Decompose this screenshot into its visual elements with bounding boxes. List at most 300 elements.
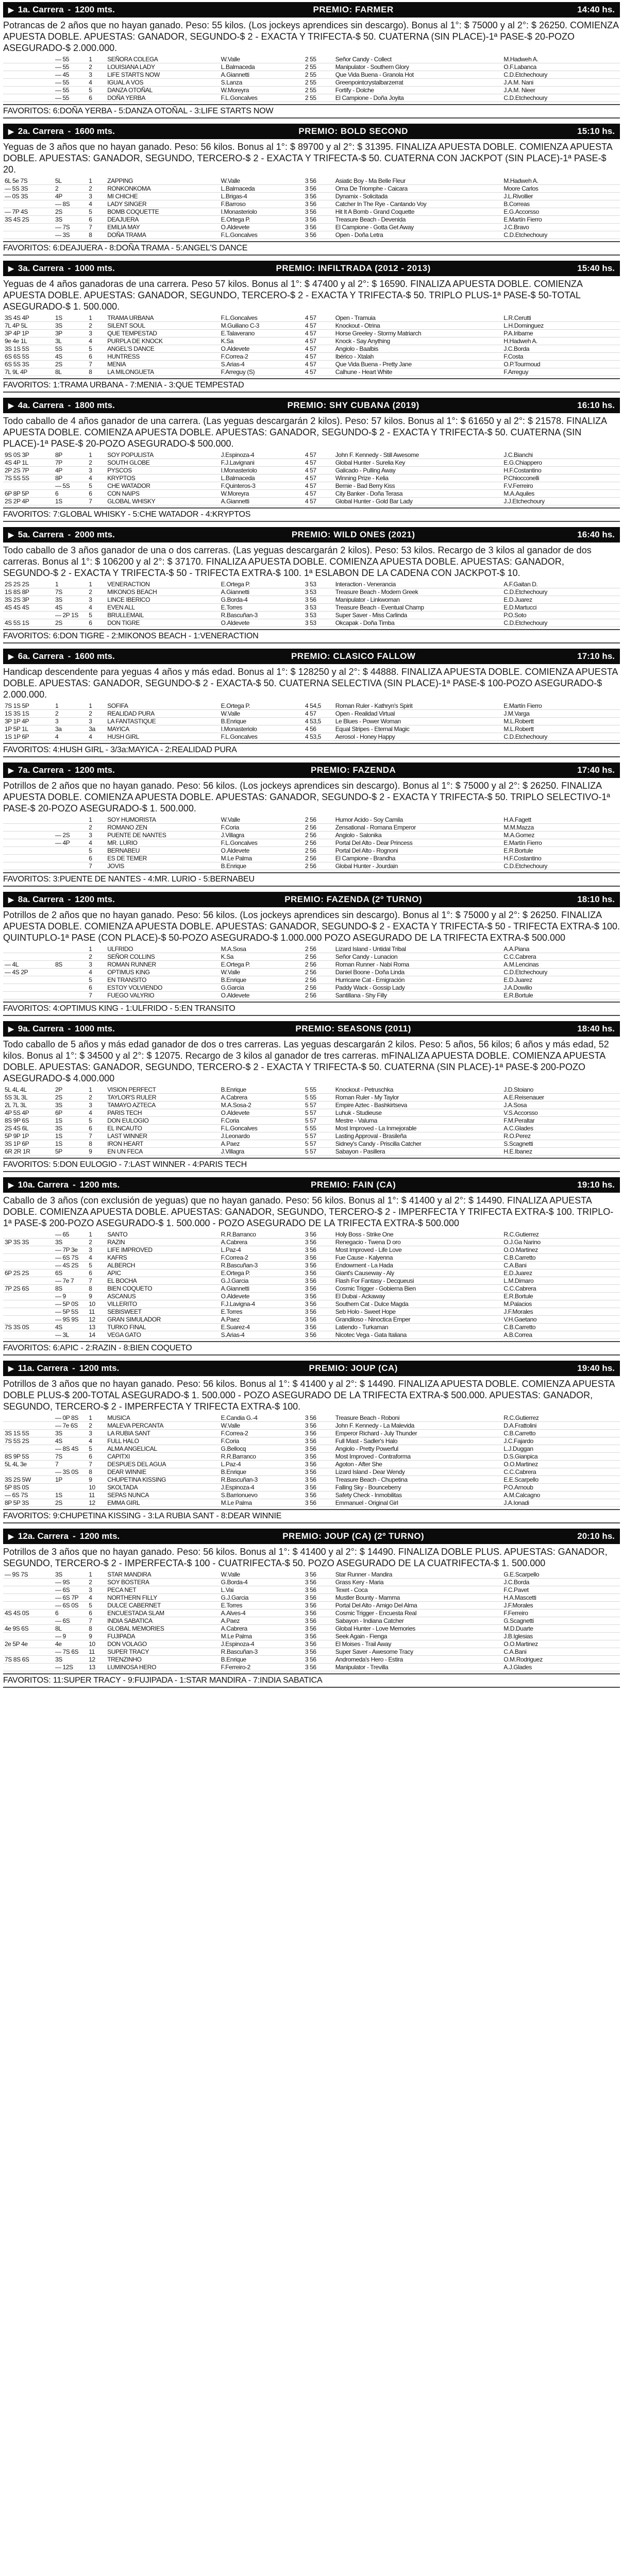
past-performance: — 4S 2P (3, 969, 54, 976)
trainer: O.M.Rodriguez (502, 1656, 620, 1664)
favorites-line: FAVORITOS: 9:CHUPETINA KISSING - 3:LA RUBIA SANT - 8:DEAR WINNIE (3, 1509, 620, 1523)
past-performance: 7S 3S 0S (3, 1324, 54, 1331)
jockey: L.Vai (220, 1586, 304, 1594)
play-arrow-icon: ▶ (8, 401, 14, 410)
pedigree: Ibérico - Xtalah (334, 353, 502, 361)
age-weight: 3 56 (304, 1594, 334, 1602)
past-performance: 2S 2S 2S (3, 581, 54, 588)
jockey: I.Monasteriolo (220, 208, 304, 216)
age-weight: 2 56 (304, 961, 334, 969)
table-row (3, 839, 620, 847)
post-number: 1 (87, 581, 106, 588)
past-performance (3, 1414, 54, 1422)
jockey: F.Coria (220, 1437, 304, 1445)
trainer: J.C.Borda (502, 1579, 620, 1586)
horse-name: HUSH GIRL (106, 733, 219, 741)
age-weight: 3 56 (304, 185, 334, 193)
past-performance: 4P 5S 4P (3, 1109, 54, 1117)
horse-name: ROMAN RUNNER (106, 961, 219, 969)
post-number: 11 (87, 1492, 106, 1499)
pedigree: Safety Check - Inmobilitas (334, 1492, 502, 1499)
horse-name: SEPAS NUNCA (106, 1492, 219, 1499)
post-number: 3 (87, 961, 106, 969)
age-weight: 3 56 (304, 1300, 334, 1308)
pedigree: Galicado - Pulling Away (334, 467, 502, 474)
last-result: 1S (54, 1132, 87, 1140)
jockey: E.Ortega P. (220, 1269, 304, 1277)
table-row (3, 945, 620, 953)
last-result (54, 847, 87, 855)
jockey: W.Valle (220, 710, 304, 718)
trainer: J.F.Morales (502, 1602, 620, 1609)
age-weight: 3 56 (304, 1499, 334, 1507)
past-performance: 6S 6S 5S (3, 353, 54, 361)
table-row (3, 490, 620, 498)
past-performance (3, 79, 54, 87)
last-result: — 6S 7P (54, 1594, 87, 1602)
jockey: A.Giannetti (220, 588, 304, 596)
age-weight: 3 56 (304, 1239, 334, 1246)
last-result: 3L (54, 337, 87, 345)
table-row (3, 337, 620, 345)
horse-name: SANTO (106, 1231, 219, 1239)
past-performance: 1S 8S 8P (3, 588, 54, 596)
trainer: F.Ferreiro (502, 1609, 620, 1617)
table-row (3, 702, 620, 710)
horse-name: DESPUES DEL AGUA (106, 1461, 219, 1468)
jockey: R.Bascuñan-3 (220, 1262, 304, 1269)
past-performance: 4S 4P 1L (3, 459, 54, 467)
trainer: C.B.Carretto (502, 1324, 620, 1331)
post-number: 6 (87, 216, 106, 224)
trainer: J.J.Etchechoury (502, 498, 620, 505)
past-performance: 4e 9S 6S (3, 1625, 54, 1633)
jockey: F.Arreguy (S) (220, 368, 304, 376)
age-weight: 2 55 (304, 71, 334, 79)
trainer: H.Hadweh A. (502, 337, 620, 345)
past-performance: 6R 2R 1R (3, 1148, 54, 1156)
age-weight: 3 56 (304, 177, 334, 185)
pedigree: Asiatic Boy - Ma Belle Fleur (334, 177, 502, 185)
jockey: F.L.Goncalves (220, 733, 304, 741)
age-weight: 3 56 (304, 193, 334, 200)
table-row (3, 1324, 620, 1331)
race-conditions: Potrillos de 2 años que no hayan ganado. Peso: 56 kilos. (Los jockeys aprendices sin descargo). Bonus al 1°: $ 75000 y al 2°: $ 26250. FINALIZA APUESTA DOBLE. COMIENZA APUESTA DOBLE. APUESTAS: GANADOR, SEGUNDO-$ 2 - EXACTA Y TRIFECTA-$ 50 - TRIFECTA EXTRA-$ 100. QUINTUPLO-1ª PASE (CON PLACE)-$ 50-POZO ASEGURADO-$ 1.000.000 POZO ASEGURADO DE LA TRIFECTA EXTRA-$ 500.000 (3, 910, 620, 943)
past-performance (3, 1617, 54, 1625)
table-row (3, 361, 620, 368)
post-number: 6 (87, 1453, 106, 1461)
past-performance (3, 1586, 54, 1594)
past-performance (3, 63, 54, 71)
age-weight: 2 56 (304, 945, 334, 953)
play-arrow-icon: ▶ (8, 652, 14, 660)
post-number: 2 (87, 953, 106, 961)
age-weight: 3 56 (304, 1254, 334, 1262)
age-weight: 4 57 (304, 490, 334, 498)
pedigree: Calhune - Heart White (334, 368, 502, 376)
post-number: 4 (87, 604, 106, 612)
horse-name: EN UN FECA (106, 1148, 219, 1156)
age-weight: 4 57 (304, 482, 334, 490)
post-number: 2 (87, 322, 106, 330)
jockey: F.L.Goncalves (220, 839, 304, 847)
race-conditions: Caballo de 3 años (con exclusión de yeguas) que no hayan ganado. Peso: 56 kilos. Bonus al 1°: $ 41400 y al 2°: $ 14490. FINALIZA APUESTA DOBLE. COMIENZA APUESTA DOBLE. APUESTAS: GANADOR, SEGUNDO, TERCERO-$ 2 - IMPERFECTA Y TRIFECTA EXTRA-$ 100. TRIPLO-1ª PASE-$ 200-POZO ASEGURADO-$ 1. 500.000 - POZO ASEGURADO DE LA TRIFECTA EXTRA-$ 500.000 (3, 1195, 614, 1228)
horse-name: HUNTRESS (106, 353, 219, 361)
age-weight: 3 56 (304, 1586, 334, 1594)
jockey: G.J.Garcia (220, 1594, 304, 1602)
pedigree: Cosmic Trigger - Encuesta Real (334, 1609, 502, 1617)
past-performance: 3S 1S 5S (3, 345, 54, 353)
table-row (3, 1594, 620, 1602)
age-weight: 2 55 (304, 56, 334, 63)
age-weight: 3 56 (304, 224, 334, 231)
age-weight: 5 57 (304, 1109, 334, 1117)
jockey: B.Enrique (220, 862, 304, 870)
trainer: F.V.Ferreiro (502, 482, 620, 490)
horse-name: SOY POPULISTA (106, 451, 219, 459)
table-row (3, 1316, 620, 1324)
race-number: 11a. Carrera (18, 1363, 69, 1373)
horse-name: OPTIMUS KING (106, 969, 219, 976)
trainer: A.B.Correa (502, 1331, 620, 1339)
table-row (3, 177, 620, 185)
last-result: 4S (54, 1437, 87, 1445)
post-number: 4 (87, 839, 106, 847)
jockey: A.Giannetti (220, 1285, 304, 1293)
jockey: M.A.Sosa (220, 945, 304, 953)
jockey: S.Arias-4 (220, 1331, 304, 1339)
past-performance (3, 1277, 54, 1285)
post-number: 13 (87, 1664, 106, 1671)
jockey: G.J.Garcia (220, 1277, 304, 1285)
post-number: 4 (87, 1594, 106, 1602)
post-number: 3 (87, 1246, 106, 1254)
age-weight: 3 56 (304, 1664, 334, 1671)
age-weight: 2 55 (304, 79, 334, 87)
past-performance (3, 945, 54, 953)
horse-name: QUE TEMPESTAD (106, 330, 219, 337)
horse-name: ANGEL'S DANCE (106, 345, 219, 353)
pedigree: Lizard Island - Untidal Tribal (334, 945, 502, 953)
trainer: A.M.Calcagno (502, 1492, 620, 1499)
age-weight: 4 57 (304, 498, 334, 505)
post-number: 3 (87, 193, 106, 200)
pedigree: Seb Holo - Sweet Hope (334, 1308, 502, 1316)
last-result: 3P (54, 330, 87, 337)
last-result: 6P (54, 1109, 87, 1117)
horse-name: APIC (106, 1269, 219, 1277)
post-number: 1 (87, 1414, 106, 1422)
pedigree: Cosmic Trigger - Gobierna Bien (334, 1285, 502, 1293)
race-block (3, 261, 620, 393)
horse-name: IRON HEART (106, 1140, 219, 1148)
race-conditions: Handicap descendente para yeguas 4 años y más edad. Bonus al 1°: $ 128250 y al 2°: $ 44888. FINALIZA APUESTA DOBLE. COMIENZA APUESTA DOBLE. APUESTAS: GANADOR, SEGUNDO-$ 2 - EXACTA-$ 50. CUATERNA SELECTIVA (SIN PLACE)-1ª PASE-$ 100-POZO ASEGURADO-$ 2.000.000. (3, 667, 618, 700)
trainer: C.C.Cabrera (502, 1468, 620, 1476)
pedigree: Latiendo - Turkaman (334, 1324, 502, 1331)
age-weight: 4 57 (304, 330, 334, 337)
table-row (3, 1094, 620, 1101)
horse-name: VISION PERFECT (106, 1086, 219, 1094)
jockey: F.J.Lavigna-4 (220, 1300, 304, 1308)
pedigree: Global Hunter - Jourdain (334, 862, 502, 870)
age-weight: 2 56 (304, 976, 334, 984)
age-weight: 3 56 (304, 1293, 334, 1300)
horse-name: PECA NET (106, 1586, 219, 1594)
post-number: 1 (87, 314, 106, 322)
post-number: 8 (87, 1140, 106, 1148)
table-row (3, 1648, 620, 1656)
table-row (3, 1262, 620, 1269)
age-weight: 2 56 (304, 953, 334, 961)
race-time: 17:40 hs. (577, 765, 615, 775)
horse-name: SILENT SOUL (106, 322, 219, 330)
race-prize: PREMIO: BOLD SECOND (298, 126, 408, 136)
jockey: K.Sa (220, 337, 304, 345)
pedigree: Catcher In The Rye - Cantando Voy (334, 200, 502, 208)
age-weight: 3 56 (304, 1484, 334, 1492)
post-number: 2 (87, 1239, 106, 1246)
past-performance (3, 1254, 54, 1262)
post-number: 3 (87, 718, 106, 725)
table-row (3, 1664, 620, 1671)
jockey: A.Giannetti (220, 498, 304, 505)
post-number: 1 (87, 1231, 106, 1239)
jockey: E.Torres (220, 604, 304, 612)
jockey: O.Aldevete (220, 345, 304, 353)
post-number: 6 (87, 1125, 106, 1132)
horse-name: KAFRS (106, 1254, 219, 1262)
last-result: 5P (54, 1148, 87, 1156)
horse-name: VENERACTION (106, 581, 219, 588)
trainer: E.D.Juarez (502, 976, 620, 984)
post-number: 2 (87, 1579, 106, 1586)
table-row (3, 79, 620, 87)
past-performance (3, 1246, 54, 1254)
favorites-line: FAVORITOS: 1:TRAMA URBANA - 7:MENIA - 3:QUE TEMPESTAD (3, 378, 620, 393)
trainer: C.D.Etchechoury (502, 733, 620, 741)
entries-table (3, 945, 620, 999)
trainer: O.P.Tourmoud (502, 361, 620, 368)
past-performance: 5L 4L 3e (3, 1461, 54, 1468)
post-number: 9 (87, 1633, 106, 1640)
horse-name: GLOBAL MEMORIES (106, 1625, 219, 1633)
post-number: 3 (87, 1586, 106, 1594)
trainer: L.R.Cerutti (502, 314, 620, 322)
jockey: B.Enrique (220, 718, 304, 725)
age-weight: 3 56 (304, 596, 334, 604)
pedigree: Open - Doña Letra (334, 231, 502, 239)
trainer: D.S.Gianpica (502, 1453, 620, 1461)
pedigree: Treasure Beach - Modern Greek (334, 588, 502, 596)
table-row (3, 1300, 620, 1308)
post-number: 2 (87, 459, 106, 467)
trainer: E.Martín Fierro (502, 702, 620, 710)
past-performance: 1S 1P 6P (3, 733, 54, 741)
horse-name: SKOLTADA (106, 1484, 219, 1492)
race-conditions: Potrillos de 2 años que no hayan ganado. Peso: 56 kilos. (Los jockeys aprendices sin descargo). Bonus al 1°: $ 75000 y al 2°: $ 26250. FINALIZA APUESTA DOBLE. COMIENZA APUESTA DOBLE. APUESTAS: GANADOR, SEGUNDO-$ 2 - EXACTA Y TRIFECTA-$ 50. TRIPLO SELECTIVO-1ª PASE-$ 20-POZO ASEGURADO-$ 1. 500.000. (3, 781, 610, 814)
jockey: E.Ortega P. (220, 702, 304, 710)
table-row (3, 619, 620, 627)
pedigree: Portal Del Alto - Amigo Del Alma (334, 1602, 502, 1609)
table-row (3, 1140, 620, 1148)
post-number: 7 (87, 1277, 106, 1285)
jockey: F.Coria (220, 824, 304, 832)
age-weight: 2 56 (304, 816, 334, 824)
last-result (54, 984, 87, 992)
jockey: F.Coria (220, 1117, 304, 1125)
last-result: 3S (54, 1571, 87, 1579)
last-result: 4e (54, 1640, 87, 1648)
pedigree: Most Improved - La Inmejorable (334, 1125, 502, 1132)
past-performance: 4S 4S 4S (3, 604, 54, 612)
trainer: E.Martín Fierro (502, 216, 620, 224)
race-time: 16:40 hs. (577, 530, 615, 539)
horse-name: DON TIGRE (106, 619, 219, 627)
horse-name: BIEN COQUETO (106, 1285, 219, 1293)
post-number: 4 (87, 969, 106, 976)
jockey: B.Enrique (220, 1086, 304, 1094)
pedigree: Flash For Fantasy - Decqueusi (334, 1277, 502, 1285)
favorites-line: FAVORITOS: 5:DON EULOGIO - 7:LAST WINNER - 4:PARIS TECH (3, 1158, 620, 1172)
last-result: 5L (54, 177, 87, 185)
post-number: 6 (87, 353, 106, 361)
last-result: — 55 (54, 79, 87, 87)
post-number: 4 (87, 1109, 106, 1117)
race-number: 1a. Carrera (18, 5, 64, 14)
past-performance (3, 1308, 54, 1316)
age-weight: 3 56 (304, 1308, 334, 1316)
trainer: J.C.Bianchi (502, 451, 620, 459)
horse-name: LADY SINGER (106, 200, 219, 208)
pedigree: Bernie - Bad Berry Kiss (334, 482, 502, 490)
favorites-line: FAVORITOS: 7:GLOBAL WHISKY - 5:CHE WATADOR - 4:KRYPTOS (3, 507, 620, 522)
jockey: F.L.Goncalves (220, 231, 304, 239)
pedigree: Grandiloso - Ninoctica Emper (334, 1316, 502, 1324)
last-result: 4 (54, 733, 87, 741)
race-separator: - (68, 651, 71, 661)
past-performance: 6P 8P 5P (3, 490, 54, 498)
race-separator: - (73, 1531, 76, 1541)
last-result: — 55 (54, 56, 87, 63)
trainer: C.D.Etchechoury (502, 588, 620, 596)
horse-name: MIKONOS BEACH (106, 588, 219, 596)
pedigree: Interaction - Venerancia (334, 581, 502, 588)
table-row (3, 368, 620, 376)
past-performance: — 4L (3, 961, 54, 969)
pedigree: El Campione - Gotta Get Away (334, 224, 502, 231)
trainer: C.D.Etchechoury (502, 619, 620, 627)
race-time: 19:40 hs. (577, 1363, 615, 1373)
jockey: W.Moreyra (220, 87, 304, 94)
entries-table (3, 1414, 620, 1507)
trainer: J.A.Ionadi (502, 1499, 620, 1507)
race-block (3, 1361, 620, 1523)
past-performance (3, 1664, 54, 1671)
table-row (3, 1640, 620, 1648)
table-row (3, 847, 620, 855)
horse-name: ULFRIDO (106, 945, 219, 953)
entries-table (3, 56, 620, 102)
trainer: H.E.Ibanez (502, 1148, 620, 1156)
age-weight: 4 57 (304, 353, 334, 361)
table-row (3, 1414, 620, 1422)
horse-name: INDIA SABATICA (106, 1617, 219, 1625)
trainer: J.A.M. Nieer (502, 87, 620, 94)
post-number: 4 (87, 200, 106, 208)
play-arrow-icon: ▶ (8, 1364, 14, 1372)
post-number: 9 (87, 1148, 106, 1156)
past-performance: — 5S 3S (3, 185, 54, 193)
age-weight: 2 56 (304, 992, 334, 999)
trainer: J.C.Fajardo (502, 1437, 620, 1445)
table-row (3, 1602, 620, 1609)
race-header (3, 527, 620, 543)
horse-name: LOUISIANA LADY (106, 63, 219, 71)
favorites-line: FAVORITOS: 6:DEAJUERA - 8:DOÑA TRAMA - 5:ANGEL'S DANCE (3, 241, 620, 256)
pedigree: Portal Del Alto - Dear Princess (334, 839, 502, 847)
race-separator: - (73, 1180, 76, 1190)
trainer: C.B.Carretto (502, 1254, 620, 1262)
favorites-line: FAVORITOS: 3:PUENTE DE NANTES - 4:MR. LURIO - 5:BERNABEU (3, 872, 620, 887)
trainer: A.A.Piana (502, 945, 620, 953)
table-row (3, 1086, 620, 1094)
post-number: 10 (87, 1484, 106, 1492)
jockey: B.Enrique (220, 1468, 304, 1476)
post-number: 5 (87, 1602, 106, 1609)
post-number: 12 (87, 1316, 106, 1324)
last-result: — 7S (54, 224, 87, 231)
age-weight: 3 56 (304, 208, 334, 216)
table-row (3, 718, 620, 725)
past-performance: — 0S 3S (3, 193, 54, 200)
play-arrow-icon: ▶ (8, 1024, 14, 1033)
horse-name: PYSCOS (106, 467, 219, 474)
age-weight: 2 56 (304, 969, 334, 976)
table-row (3, 1148, 620, 1156)
race-prize: PREMIO: WILD ONES (2021) (291, 530, 415, 539)
pedigree: Que Vida Buena - Granola Hot (334, 71, 502, 79)
post-number: 7 (87, 1617, 106, 1625)
past-performance (3, 953, 54, 961)
post-number: 7 (87, 1461, 106, 1468)
post-number: 6 (87, 855, 106, 862)
jockey: W.Moreyra (220, 490, 304, 498)
last-result: — 2S (54, 832, 87, 839)
age-weight: 4 57 (304, 345, 334, 353)
table-row (3, 1492, 620, 1499)
last-result: 4S (54, 1324, 87, 1331)
last-result: 1S (54, 1140, 87, 1148)
post-number: 2 (87, 63, 106, 71)
horse-name: GLOBAL WHISKY (106, 498, 219, 505)
horse-name: LIFE IMPROVED (106, 1246, 219, 1254)
jockey: L.Brigas-4 (220, 193, 304, 200)
pedigree: El Campione - Doña Joyita (334, 94, 502, 102)
last-result: — 55 (54, 94, 87, 102)
pedigree: Agoton - After She (334, 1461, 502, 1468)
table-row (3, 969, 620, 976)
post-number: 3 (87, 832, 106, 839)
last-result: 3S (54, 216, 87, 224)
jockey: O.Aldevete (220, 619, 304, 627)
horse-name: TURKO FINAL (106, 1324, 219, 1331)
past-performance (3, 56, 54, 63)
trainer: Moore Carlos (502, 185, 620, 193)
horse-name: LUMINOSA HERO (106, 1664, 219, 1671)
past-performance: 7S 8S 6S (3, 1656, 54, 1664)
trainer: E.E.Scarpello (502, 1476, 620, 1484)
past-performance (3, 855, 54, 862)
